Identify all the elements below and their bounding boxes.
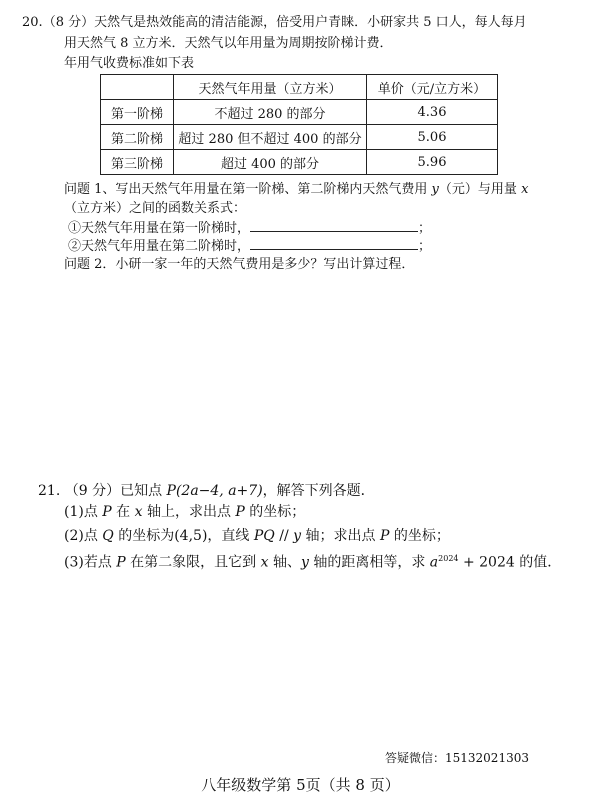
- q21-part3-text: (3)若点: [64, 554, 117, 571]
- var-y: y: [293, 528, 302, 544]
- q21-coord: (4,5): [174, 528, 208, 544]
- q20-sub1: [68, 219, 431, 238]
- table-cell: 不超过 280 的部分: [174, 100, 367, 125]
- var-P: P: [379, 528, 390, 544]
- var-P: P: [235, 504, 245, 520]
- q21-part1-text: (1)点: [64, 504, 103, 520]
- q21-part1-text: 在: [111, 504, 135, 520]
- parallel-symbol: //: [274, 528, 294, 544]
- table-cell: 第一阶梯: [101, 100, 174, 125]
- q20-sub1-text: ①天然气年用量在第一阶梯时，: [68, 221, 251, 236]
- var-y: y: [300, 554, 309, 571]
- page-footer: 八年级数学第 5页（共 8 页）: [201, 776, 400, 794]
- q20-table-caption: 年用气收费标准如下表: [64, 56, 195, 71]
- q21-part1-text: 的坐标；: [244, 504, 306, 520]
- table-header-cell: 单价（元/立方米）: [367, 75, 498, 100]
- contact-info: 答疑微信：15132021303: [385, 751, 529, 765]
- q21-number: 21.: [38, 483, 61, 499]
- q21-part2-text: 轴；求出点: [301, 528, 380, 544]
- q21-stem-text: 已知点: [120, 483, 163, 499]
- var-P: P: [102, 504, 112, 520]
- semicolon: ；: [418, 221, 432, 236]
- var-x: x: [134, 504, 143, 520]
- table-header-cell: [101, 75, 174, 100]
- table-cell: 超过 400 的部分: [174, 150, 367, 175]
- gas-fee-table: [100, 74, 498, 175]
- table-header-cell: 天然气年用量（立方米）: [174, 75, 367, 100]
- table-row: [101, 150, 498, 175]
- q21-part3-text: 轴、: [268, 554, 301, 571]
- q20-problem1-text: 问题 1、写出天然气年用量在第一阶梯、第二阶梯内天然气费用: [64, 182, 428, 197]
- table-cell: 第二阶梯: [101, 125, 174, 150]
- var-Q: Q: [102, 528, 114, 544]
- q21-part3-text: 在第二象限，且它到: [125, 554, 261, 571]
- q20-problem1-line2: （立方米）之间的函数关系式：: [64, 201, 247, 216]
- table-cell: 5.96: [367, 150, 498, 175]
- q20-problem2: 问题 2．小研一家一年的天然气费用是多少？写出计算过程．: [64, 257, 415, 272]
- q21-stem-text: ，解答下列各题．: [262, 483, 375, 499]
- q21-part2-text: (2)点: [64, 528, 103, 544]
- q21-point: P(2a−4, a+7): [166, 483, 263, 499]
- answer-blank[interactable]: [250, 237, 418, 250]
- var-a: a: [429, 554, 439, 571]
- q20-number: 20.: [22, 15, 43, 30]
- q20-sub2: [68, 237, 431, 256]
- q21-part2-text: ，直线: [207, 528, 254, 544]
- table-header-row: [101, 75, 498, 100]
- q21-part2-text: 的坐标；: [389, 528, 450, 544]
- q20-sub2-text: ②天然气年用量在第二阶梯时，: [68, 239, 251, 254]
- q20-intro-line1: [22, 14, 527, 32]
- var-x: x: [521, 182, 529, 197]
- semicolon: ；: [418, 239, 432, 254]
- exponent: 2024: [438, 554, 459, 563]
- table-cell: 5.06: [367, 125, 498, 150]
- var-P: P: [116, 554, 126, 571]
- var-PQ: PQ: [253, 528, 275, 544]
- q21-part3-text: + 2024 的值．: [458, 554, 562, 571]
- q21-part2-text: 的坐标为: [113, 528, 175, 544]
- table-cell: 超过 280 但不超过 400 的部分: [174, 125, 367, 150]
- var-x: x: [260, 554, 269, 571]
- table-row: [101, 100, 498, 125]
- q21-stem: [38, 482, 375, 500]
- q21-part1: [64, 503, 305, 521]
- q20-intro-line2: 用天然气 8 立方米．天然气以年用量为周期按阶梯计费．: [64, 36, 393, 51]
- q21-score: （9 分）: [64, 483, 121, 499]
- answer-blank[interactable]: [250, 219, 418, 232]
- var-y: y: [431, 182, 439, 197]
- q21-part3-text: 轴的距离相等，求: [308, 554, 430, 571]
- table-cell: 4.36: [367, 100, 498, 125]
- q20-problem1-line1: [64, 181, 528, 199]
- table-row: [101, 125, 498, 150]
- q20-intro-text: 天然气是热效能高的清洁能源，倍受用户青睐．小研家共 5 口人，每人每月: [94, 15, 527, 30]
- q20-problem1-text: （元）与用量: [438, 182, 517, 197]
- q21-part2: [64, 527, 450, 545]
- q21-part3: [64, 550, 561, 572]
- table-cell: 第三阶梯: [101, 150, 174, 175]
- q21-part1-text: 轴上，求出点: [142, 504, 236, 520]
- q20-score: （8 分）: [42, 15, 95, 30]
